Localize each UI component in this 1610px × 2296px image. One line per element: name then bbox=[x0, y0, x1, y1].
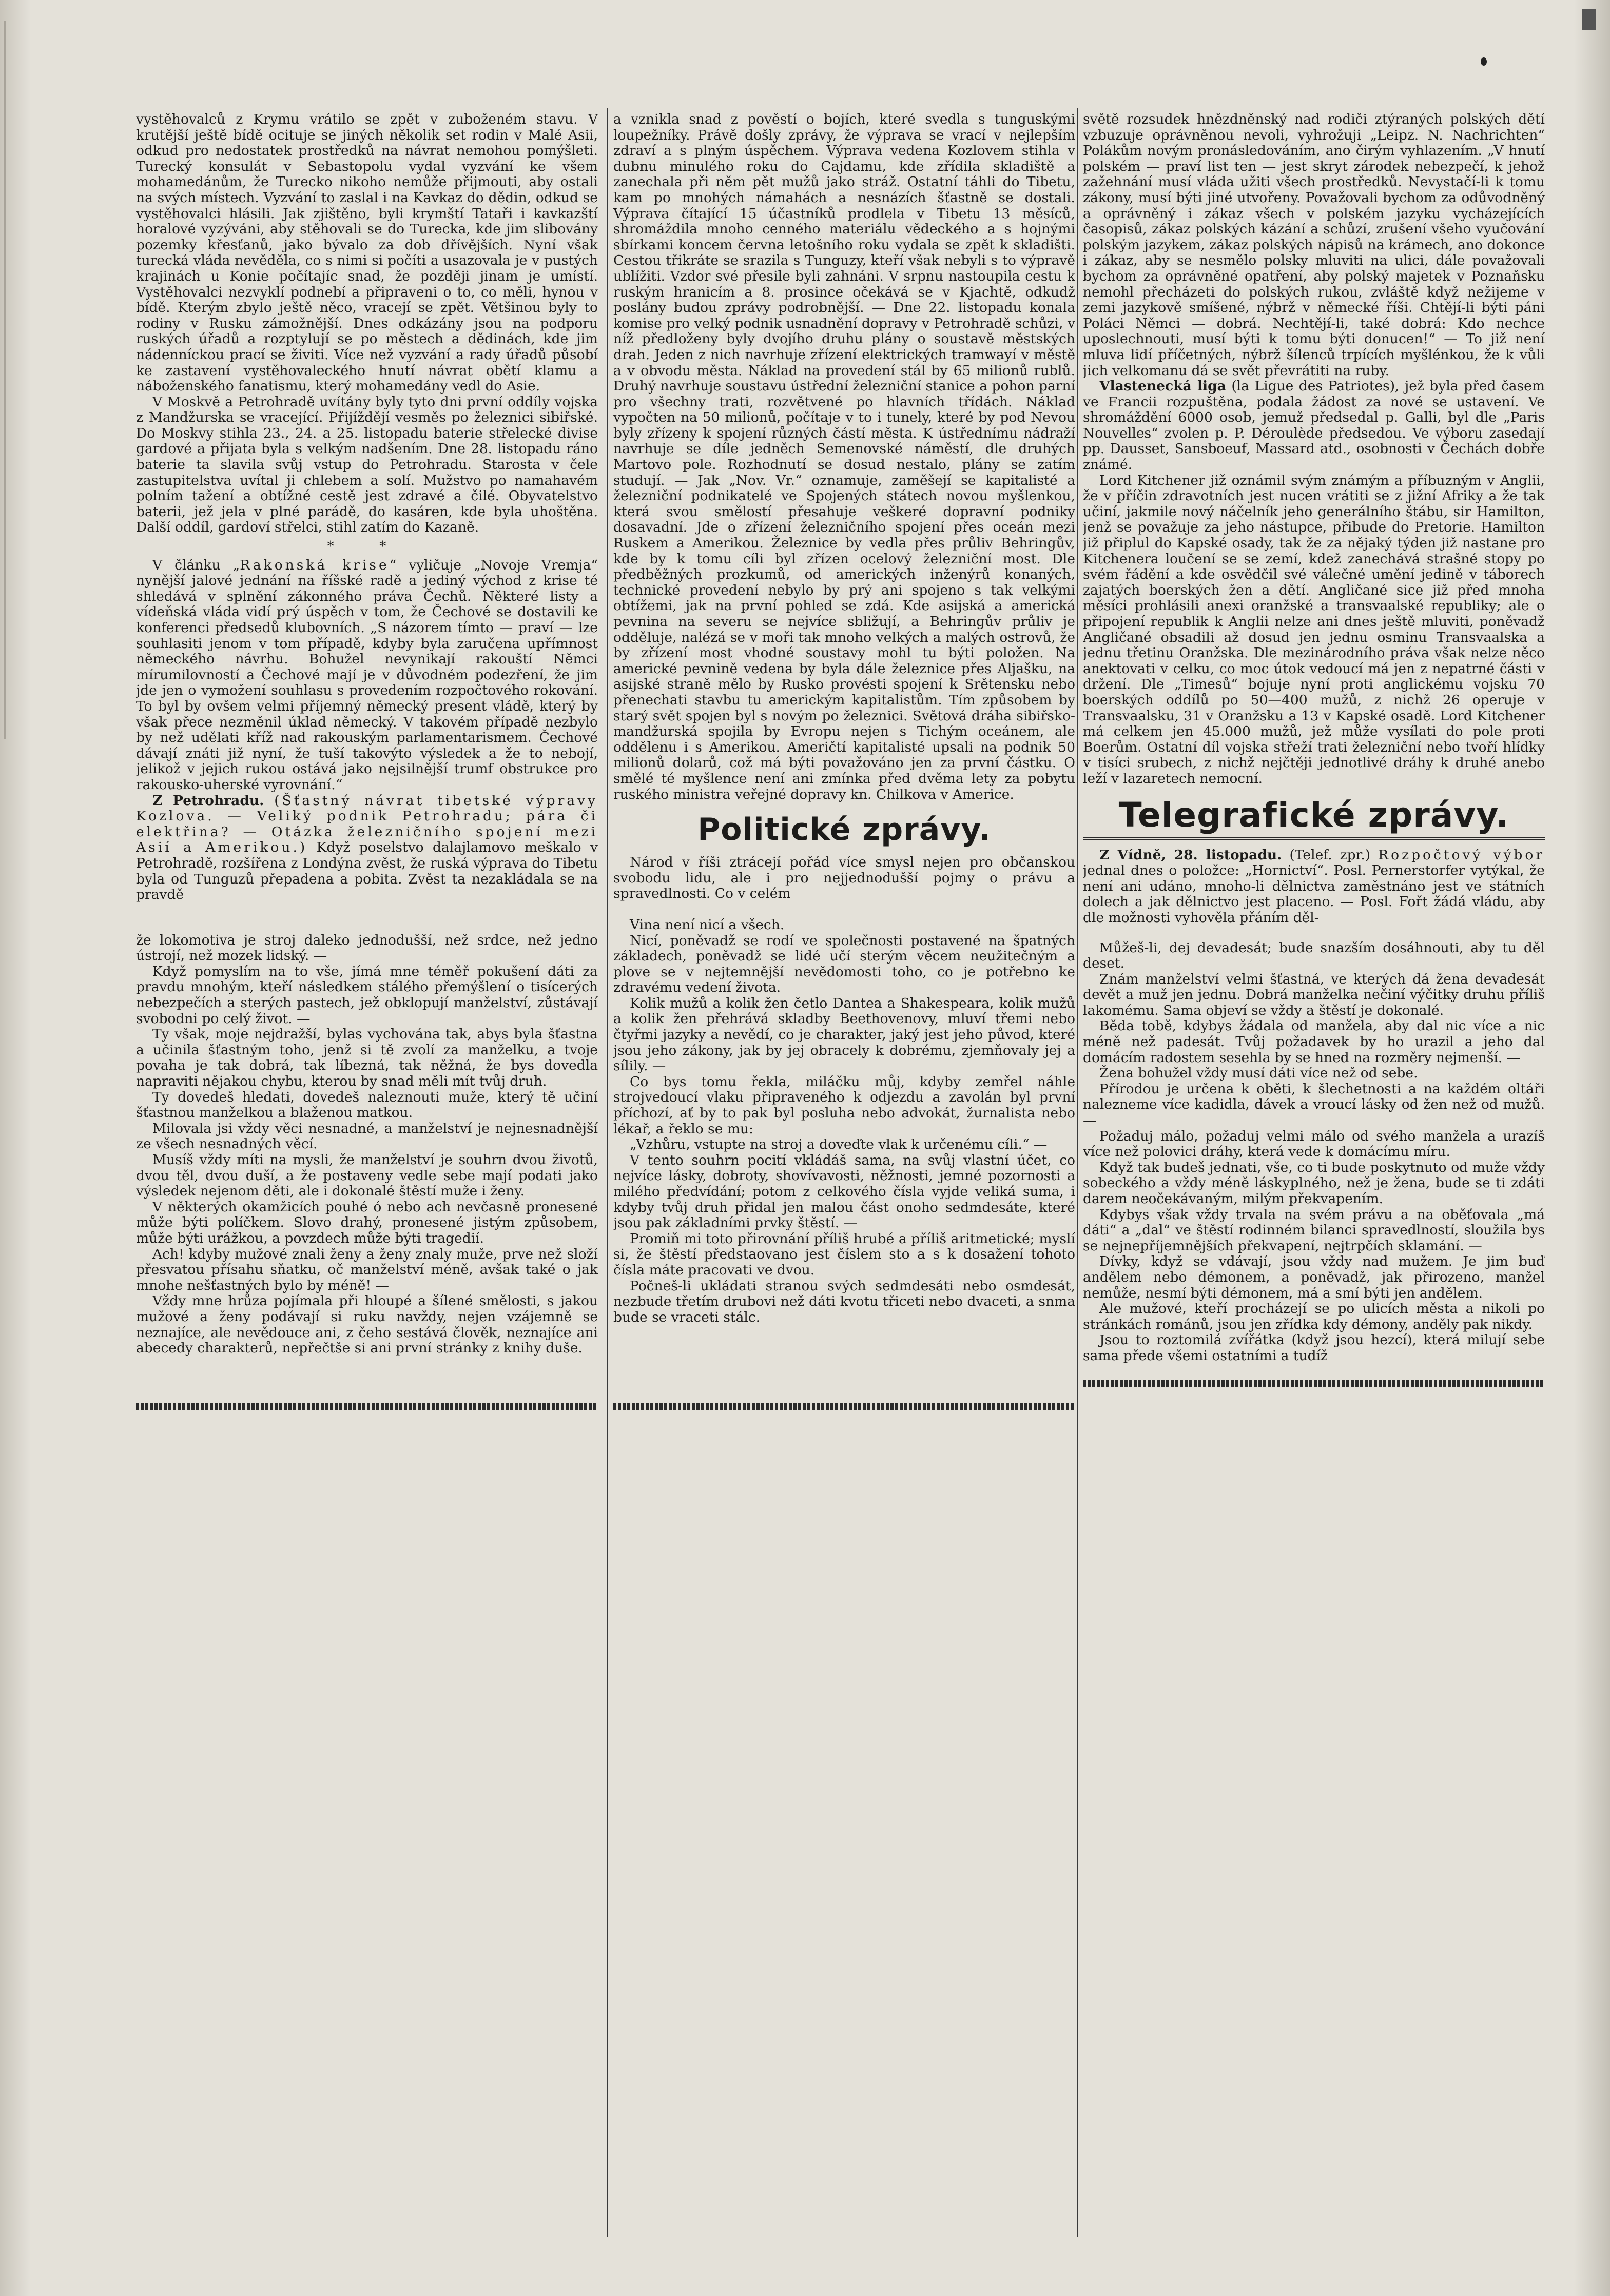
section-stars: * * bbox=[327, 538, 407, 555]
feuilleton-paragraph: Promiň mi toto přirovnání příliš hrubé a příliš aritmetické; myslí si, že štěstí předstaovano jest číslem sto a s k dosažení tohoto čísla máte pracovati ve dvou. bbox=[613, 1230, 1075, 1278]
feuilleton-paragraph: V tento souhrn pocití vkládáš sama, na svůj vlastní účet, co nejvíce lásky, dobroty, shovívavosti, něžnosti, jemné pozornosti a milého předvídání; potom z celkového čísla vyjde veliká suma, i kdyby tvůj druh přidal jen malou část onoho sedmdesáte, které jsou pak základními prvky štěstí. — bbox=[613, 1152, 1075, 1231]
feuilleton-paragraph: Požaduj málo, požaduj velmi málo od svého manžela a urazíš více než polovici dráhy, která vede k domácímu míru. bbox=[1083, 1128, 1545, 1160]
feuilleton-paragraph: Žena bohužel vždy musí dáti více než od sebe. bbox=[1099, 1065, 1418, 1082]
article-paragraph: Lord Kitchener již oznámil svým známým a příbuzným v Anglii, že v příčin zdravotních jest nucen vrátiti se z jižní Afriky a že tak učiní, jakmile nový náčelník jeho generálního štábu, sir Hamilton, jenž se považuje za jeho nástupce, přibude do Pretorie. Hamilton již připlul do Kapské osady, tak že za nějaký týden již nastane pro Kitchenera loučení se se zemí, kdež zanechává strašné stopy po svém řádění a kde osvědčil své válečné umění jedině v táborech zajatých boerských žen a dětí. Angličané sice již před mnoha měsíci prohlásili anexi oranžské a transvaalské republiky; ale o připojení republik k Anglii nelze ani dnes ještě mluviti, poněvadž Angličané obsadili až dosud jen jednu osminu Transvaalska a jednu třetinu Oranžska. Dle mezinárodního práva však nelze něco anektovati v celku, co moc útok vedoucí má jen z nepatrné části v držení. Dle „Timesů“ bojuje nyní proti anglickému vojsku 70 boerských oddílů po 50—400 mužů, z nichž 26 operuje v Transvaalsku, 31 v Oranžsku a 13 v Kapské osadě. Lord Kitchener má celkem jen 45.000 mužů, jež může vysílati do pole proti Boerům. Ostatní díl vojska střeží trati železniční nebo tvoří hlídky v tisíci srubech, z nichž nejčtěji jednotlivé dráhy k druhé anebo leží v lazaretech nemocní. bbox=[1083, 472, 1545, 787]
column-middle bbox=[613, 112, 1075, 2236]
scan-edge-right bbox=[1574, 0, 1610, 2296]
feuilleton-paragraph: Dívky, když se vdávají, jsou vždy nad mužem. Je jim buď andělem nebo démonem, a poněvadž, jak přirozeno, manžel nemůže, nesmí býti démonem, má a smí býti jen andělem. bbox=[1083, 1253, 1545, 1301]
corner-mark bbox=[1582, 9, 1596, 30]
feuilleton-paragraph: V některých okamžicích pouhé ó nebo ach nevčasně pronesené může býti políčkem. Slovo drahý, pronesené jistým způsobem, může býti urážkou, a povzdech může býti tragedií. bbox=[136, 1199, 598, 1246]
feuilleton-separator bbox=[1083, 1380, 1545, 1387]
feuilleton-separator bbox=[136, 1403, 598, 1410]
feuilleton-paragraph: Jsou to roztomilá zvířátka (když jsou hezcí), která milují sebe sama přede všemi ostatními a tudíž bbox=[1083, 1332, 1545, 1364]
feuilleton-paragraph: „Vzhůru, vstupte na stroj a doveďte vlak k určenému cíli.“ — bbox=[630, 1136, 1048, 1153]
feuilleton-paragraph: Kolik mužů a kolik žen četlo Dantea a Shakespeara, kolik mužů a kolik žen přehrává skladby Beethovenovy, mluví třemi nebo čtyřmi jazyky a nevědí, co je charakter, jaký jest jeho původ, které jsou jeho zákony, jak by jej obracely k dobrému, zjemňovaly jej a sílily. — bbox=[613, 995, 1075, 1074]
section-heading: Telegrafické zprávy. bbox=[1083, 796, 1545, 840]
feuilleton-paragraph: Když pomyslím na to vše, jímá mne téměř pokušení dáti za pravdu mnohým, kteří následkem stálého přemýšlení o tisícerých nebezpečích a sterých pastech, jež obklopují manželství, zůstávají svobodni po celý život. — bbox=[136, 963, 598, 1027]
article-paragraph: Národ v říši ztrácejí pořád více smysl nejen pro občanskou svobodu lidu, ale i pro nejjednodušší pojmy o právu a spravedlnosti. Co v celém bbox=[613, 854, 1075, 902]
article-paragraph: V Moskvě a Petrohradě uvítány byly tyto dni první oddíly vojska z Mandžurska se vracející. Přijíždějí vesměs po železnici sibiřské. Do Moskvy stihla 23., 24. a 25. listopadu baterie střelecké divise gardové a přijata byla s velkým nadšením. Dne 28. listopadu ráno baterie ta slavila svůj vstup do Petrohradu. Starosta v čele zastupitelstva uvítal ji chlebem a solí. Mužstvo po namahavém polním tažení a obtížné cestě jest zdravé a čilé. Obyvatelstvo baterii, jež jela v plné parádě, do kasáren, kde byla uhoštěna. Další oddíl, gardoví střelci, stihl zatím do Kazaně. bbox=[136, 394, 598, 536]
feuilleton-paragraph: Ale mužové, kteří procházejí se po ulicích města a nikoli po stránkách románů, jsou jen zřídka kdy démony, anděly pak nikdy. bbox=[1083, 1301, 1545, 1332]
feuilleton-paragraph: Musíš vždy míti na mysli, že manželství je souhrn dvou životů, dvou těl, dvou duší, a že postaveny vedle sebe mají podati jako výsledek nejenom děti, ale i dokonalé štěstí muže i ženy. bbox=[136, 1152, 598, 1200]
feuilleton-paragraph: Vždy mne hrůza pojímala při hloupé a šílené smělosti, s jakou mužové a ženy podávají si ruku navždy, nejen vzájemně se neznajíce, ale nevědouce ani, z čeho sestává člověk, neznajíce ani abecedy charakterů, nepřečtše si ani první stránky z knihy duše. bbox=[136, 1293, 598, 1357]
feuilleton-paragraph: Běda tobě, kdybys žádala od manžela, aby dal nic více a nic méně než padesát. Tvůj požadavek by ho urazil a jeho dal domácím radostem sesehla by se hned na rozměry nejmenší. — bbox=[1083, 1018, 1545, 1066]
feuilleton-paragraph: že lokomotiva je stroj daleko jednodušší, než srdce, než jedno ústrojí, než mozek lidský. — bbox=[136, 932, 598, 964]
section-heading: Politické zprávy. bbox=[697, 812, 991, 848]
feuilleton-paragraph: Co bys tomu řekla, miláčku můj, kdyby zemřel náhle strojvedoucí vlaku připraveného k odjezdu a zavolán byl první příchozí, ať by to pak byl posluha nebo advokát, žurnalista nebo lékař, a řeklo se mu: bbox=[613, 1073, 1075, 1137]
feuilleton-paragraph: Znám manželství velmi šťastná, ve kterých dá žena devadesát devět a muž jen jednu. Dobrá manželka nečiní výčitky druhu příliš lakomému. Sama objeví se vždy a štěstí je dokonalé. bbox=[1083, 971, 1545, 1018]
column-left bbox=[136, 112, 598, 2236]
feuilleton-paragraph: Přírodou je určena k oběti, k šlechetnosti a na každém oltáři nalezneme více kadidla, dávek a vroucí lásky od žen než od mužů. — bbox=[1083, 1081, 1545, 1129]
feuilleton-paragraph: Počneš-li ukládati stranou svých sedmdesáti nebo osmdesát, nezbude třetím drubovi než dáti kvotu třiceti nebo dvaceti, a snma bude se vraceti stálc. bbox=[613, 1278, 1075, 1325]
article-paragraph: světě rozsudek hnězdněnský nad rodiči ztýraných polských dětí vzbuzuje oprávněnou nevoli, vyhrožuji „Leipz. N. Nachrichten“ Polákům novým pronásledováním, ano čirým vyhlazením. „V hnutí polském — praví list ten — jest skryt zárodek nebezpečí, k jehož zažehnání musí vláda užiti všech prostředků. Nevystačí-li k tomu zákony, musí býti jiné utvořeny. Považovali bychom za odůvodněný a oprávněný i zákaz všech v polském jazyku vycházejících časopisů, zákaz polských kázání a schůzí, zrušení všeho vyučování polským jazykem, zákaz polských nápisů na krámech, ano dokonce i zákaz, aby se nesmělo polsky mluviti na ulici, dále považovali bychom za oprávněné opatření, aby polský majetek v Poznaňsku nemohl přecházeti do polských rukou, zvláště když nežijeme v zemi jazykově smíšené, nýbrž v německé říši. Chtějí-li býti páni Poláci Němci — dobrá. Nechtějí-li, také dobrá: Kdo nechce uposlechnouti, musí býti k tomu býti donucen!“ — To již není mluva lidí příčetných, nýbrž šílenců trpících myšlénkou, že k vůli jich velkomanu dá se svět převrátiti na ruby. bbox=[1083, 112, 1545, 379]
article-paragraph: Z Vídně, 28. listopadu. (Telef. zpr.) Rozpočtový výbor jednal dnes o položce: „Hornictví“. Posl. Pernerstorfer vytýkal, že není ani udáno, mnoho-li dělnictva zaměstnáno jest ve státních dolech a jak dělnictvo jest placeno. — Posl. Fořt žádá vládu, aby dle možnosti vyhověla přáním děl- bbox=[1083, 847, 1545, 926]
column-rule bbox=[607, 108, 608, 2237]
feuilleton-paragraph: Vina není nicí a všech. bbox=[630, 916, 785, 933]
article-paragraph: Vlastenecká liga (la Ligue des Patriotes), jež byla před časem ve Francii rozpuštěna, podala žádost za nové se ustavení. Ve shromáždění 6000 osob, jemuž předsedal p. Galli, byl dle „Paris Nouvelles“ zvolen p. P. Déroulède předsedou. Ve výboru zasedají pp. Dausset, Sansboeuf, Massard atd., osobnosti v Čechách dobře známé. bbox=[1083, 378, 1545, 473]
feuilleton-separator bbox=[613, 1403, 1075, 1410]
article-paragraph: vystěhovalců z Krymu vrátilo se zpět v zuboženém stavu. V krutější ještě bídě ocituje se jiných několik set rodin v Malé Asii, odkud pro nedostatek prostředků na návrat nemohou pomýšleti. Turecký konsulát v Sebastopolu vydal vyzvání ke všem mohamedánům, že Turecko nikoho nemůže přijmouti, aby ostali na svých místech. Vyzvání to zaslal i na Kavkaz do dědin, odkud se vystěhovalci hlásili. Jak zjištěno, byli krymští Tataři i kavkazští horalové vyzýváni, aby stěhovali se do Turecka, kde jim slibovány pozemky křesťanů, jako bývalo za dob dřívějších. Nyní však turecká vláda nevěděla, co s nimi si počíti a usazovala je v pustých krajinách u Konie počítajíc snad, že později jinam je umístí. Vystěhovalci nezvyklí podnebí a připraveni o to, co měli, hynou v bídě. Kterým zbylo ještě něco, vracejí se zpět. Většinou byly to rodiny v Rusku zámožnější. Dnes odkázány jsou na podporu ruských úřadů a rozptylují se po městech a dědinách, kde jim nádenníckou prací se živiti. Více než vyzvání a rady úřadů působí ke zastavení vystěhovaleckého hnutí návrat obětí klamu a náboženského fanatismu, který mohamedány vedl do Asie. bbox=[136, 112, 598, 395]
article-paragraph: Z Petrohradu. (Šťastný návrat tibetské výpravy Kozlova. — Veliký podnik Petrohradu; pára či elektřina? — Otázka železničního spojení mezi Asií a Amerikou.) Když poselstvo dalajlamovo meškalo v Petrohradě, rozšířena z Londýna zvěst, že ruská výprava do Tibetu byla od Tunguzů přepadena a pobita. Zvěst ta nezakládala se na pravdě bbox=[136, 792, 598, 903]
feuilleton-paragraph: Nicí, poněvadž se rodí ve společnosti postavené na špatných základech, poněvadž se lidé učí sterým věcem neužitečným a plove se v nejtemnější nevědomosti toho, co je potřebno ke zdravému vedení života. bbox=[613, 932, 1075, 996]
feuilleton-paragraph: Kdybys však vždy trvala na svém právu a na oběťovala „má dáti“ a „dal“ ve štěstí rodinném bilanci spravedlností, sloužila bys se nejnepříjemnějších překvapení, nejtrpčích sklamání. — bbox=[1083, 1206, 1545, 1254]
feuilleton-paragraph: Můžeš-li, dej devadesát; bude snazším dosáhnouti, aby tu děl deset. bbox=[1083, 939, 1545, 972]
column-rule bbox=[1077, 108, 1078, 2237]
feuilleton-paragraph: Když tak budeš jednati, vše, co ti bude poskytnuto od muže vždy sobeckého a vždy méně láskyplného, než je žena, bude se ti zdáti darem neočekávaným, milým překvapením. bbox=[1083, 1159, 1545, 1207]
feuilleton-paragraph: Ty dovedeš hledati, dovedeš naleznouti muže, který tě učiní šťastnou manželkou a blaženou matkou. bbox=[136, 1089, 598, 1121]
feuilleton-paragraph: Ach! kdyby mužové znali ženy a ženy znaly muže, prve než složí přesvatou přísahu sňatku, oč manželství méně, avšak také o jak mnohe nešťastných bylo by méně! — bbox=[136, 1246, 598, 1293]
feuilleton-paragraph: Ty však, moje nejdražší, bylas vychována tak, abys byla šťastna a učinila šťastným toho, jenž si tě zvolí za manželku, a tvoje povaha je tak dobrá, tak líbezná, tak něžná, že bys dovedla napraviti nějakou chybu, kterou by snad měli mít tvůj druh. bbox=[136, 1026, 598, 1090]
article-paragraph: a vznikla snad z pověstí o bojích, které svedla s tunguskými loupežníky. Právě došly zprávy, že výprava se vrací v nejlepším zdraví a s plným úspěchem. Výprava vedena Kozlovem stihla v dubnu minulého roku do Cajdamu, kde zřídila skladiště a zanechala při něm pět mužů jako stráž. Ostatní táhli do Tibetu, kam po mnohých námahách a nesnázích šťastně se dostali. Výprava čítající 15 účastníků prodlela v Tibetu 13 měsíců, shromáždila mnoho cenného materiálu vědeckého a s hojnými sbírkami koncem června letošního roku vydala se zpět k skladišti. Cestou třikráte se srazila s Tunguzy, kteří však nebyli s to výpravě ublížiti. Vzdor své přesile byli zahnáni. V srpnu nastoupila cestu k ruským hranicím a 8. prosince očekává se v Kjachtě, odkudž poslány budou zprávy podrobnější. — Dne 22. listopadu konala komise pro velký podnik usnadnění dopravy v Petrohradě schůzi, v níž předloženy byly dvojího druhu plány o soustavě městských drah. Jeden z nich navrhuje zřízení elektrických tramwayí v městě a v obvodu města. Náklad na provedení stál by 65 milionů rublů. Druhý navrhuje soustavu ústřední železniční stanice a pohon parní pro všechny trati, rozvětvené po hlavních třídách. Náklad vypočten na 50 milionů, počítaje v to i tunely, které by pod Nevou byly zřízeny k spojení různých částí města. K ústřednímu nádraží navrhuje se díle jedněch Semenovské náměstí, dle druhých Martovo pole. Rozhodnutí se dosud nestalo, plány se zatím studují. — Jak „Nov. Vr.“ oznamuje, zaměšejí se kapitalisté a železniční podnikatelé ve Spojených státech novou myšlenkou, která svou smělostí přesahuje veškeré dopravní podniky dosavadní. Jde o zřízení železničního spojení přes oceán mezi Ruskem a Amerikou. Železnice by vedla přes průliv Behringův, kde by k tomu cíli byl zřízen ocelový železniční most. Dle předběžných prozkumů, od amerických inženýrů konaných, technické provedení nebylo by prý ani spojeno s tak velkými obtížemi, jak na první pohled se zdá. Kde asijská a americká pevnina na severu se nejvíce sbližují, a Behringův průliv je odděluje, nalézá se v moři tak mnoho velkých a malých ostrovů, že by zřízení most vhodné soustavy mohl tu býti položen. Na americké pevnině vedena by byla dále železnice přes Aljašku, na asijské straně mělo by Rusko provésti spojení k Srětensku nebo přenechati stavbu tu americkým kapitalistům. Tím způsobem by starý svět spojen byl s novým po železnici. Světová dráha sibiřsko-mandžurská spojila by Evropu nejen s Tichým oceánem, ale oddělenu i s Amerikou. Američtí kapitalisté upsali na podnik 50 milionů dolarů, což má býti považováno jen za první částku. O smělé té myšlence není ani zmínka před dvěma lety za pobytu ruského ministra veřejné dopravy kn. Chilkova v Americe. bbox=[613, 112, 1075, 802]
article-paragraph: V článku „Rakonská krise“ vyličuje „Novoje Vremja“ nynější jalové jednání na říšské radě a jediný východ z krise té shledává v splnění zákonného práva Čechů. Některé listy a vídeňská vláda vidí prý úspěch v tom, že Čechové se dostavili ke konferenci předsedů klubovních. „S názorem tímto — praví — lze souhlasiti jenom v tom případě, kdyby byla zaručena upřímnost německého návrhu. Bohužel nevynikají rakouští Němci mírumilovností a Čechové mají je v důvodném podezření, že jim jde jen o vymožení souhlasu s provedením rozpočtového rokování. To byl by ovšem velmi příjemný německý present vládě, který by však přece nezměnil úklad německý. V takovém případě nezbylo by než udělati kříž nad rakouským parlamentarismem. Čechové dávají znáti již nyní, že tuší takovýto výsledek a že to nebojí, jelikož v jejich rukou ostává jako nejsilnější trumf obstrukce pro rakousko-uherské vyrovnání.“ bbox=[136, 557, 598, 793]
binding-mark bbox=[4, 21, 13, 739]
column-right bbox=[1083, 112, 1545, 2236]
feuilleton-paragraph: Milovala jsi vždy věci nesnadné, a manželství je nejnesnadnější ze všech nesnadných věcí. bbox=[136, 1120, 598, 1152]
ink-dot bbox=[1481, 57, 1487, 66]
